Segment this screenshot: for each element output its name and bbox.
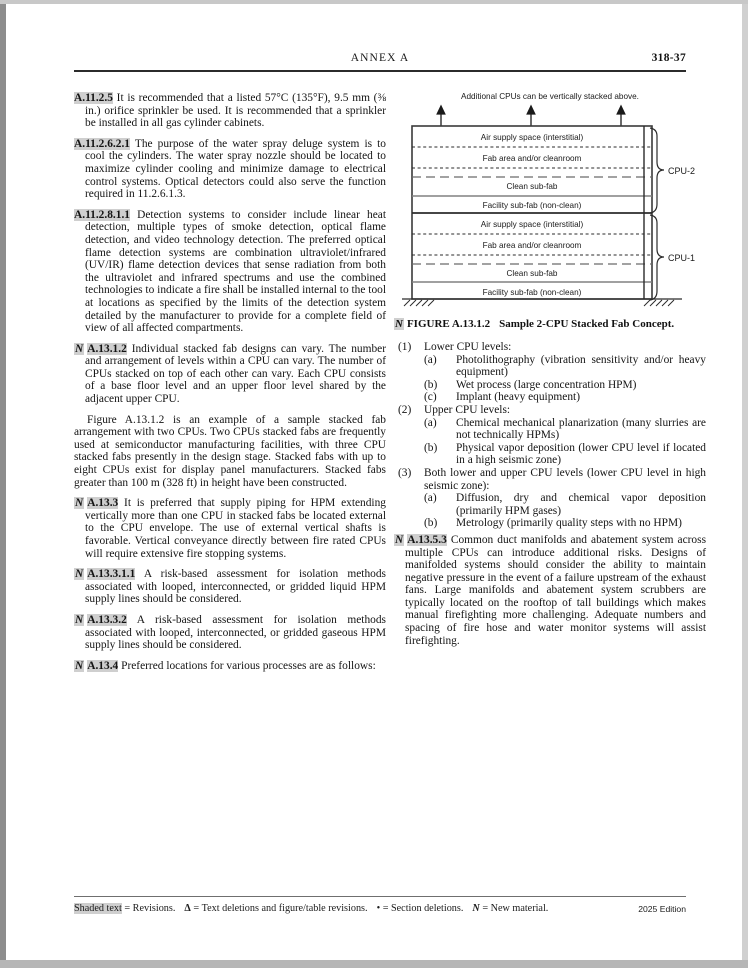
list-marker: (b)	[424, 378, 438, 391]
new-material-marker: N	[395, 318, 403, 330]
list-item-text: Photolithography (vibration sensitivity and/or heavy equipment)	[456, 353, 706, 379]
paragraph-text: Figure A.13.1.2 is an example of a sample stacked fab arrangement with two CPUs. Two CPUs stacked fabs are frequently used at semiconductor manufacturing facilities, with three CPU stacked fabs presently in the design stage. Stacked fabs with up to eight CPUs exist for display panel manufacturers. Stacked fabs greater than 100 m (328 ft) in height have been constructed.	[74, 413, 386, 489]
list-subitem	[424, 517, 706, 530]
section-number: A.11.2.8.1.1	[74, 208, 131, 221]
section-number: A.13.5.3	[407, 533, 447, 546]
list-marker: (a)	[424, 416, 437, 429]
layer-label: Clean sub-fab	[506, 182, 558, 191]
layer-label: Clean sub-fab	[506, 269, 558, 278]
footer-rule	[74, 896, 686, 897]
paragraph-text: Individual stacked fab designs can vary. The number and arrangement of levels within a CPU can vary. The number of CPUs stacked on top of each other can vary. Each CPU consists of a base floor level and an upper floor level shared by the adjacent upper CPU.	[85, 342, 386, 406]
new-material-marker: N	[75, 659, 84, 672]
paragraph-text: A risk-based assessment for isolation methods associated with looped, interconnected, or gridded liquid HPM supply lines should be considered.	[85, 568, 386, 606]
list-subitem	[424, 442, 706, 467]
bracket-label-cpu2: CPU-2	[668, 166, 696, 176]
figure-note-above: Additional CPUs can be vertically stacked above.	[461, 92, 639, 101]
list-item	[394, 404, 706, 417]
list-marker: (a)	[424, 492, 437, 505]
preferred-locations-list	[394, 341, 706, 534]
edition-label: 2025 Edition	[638, 904, 686, 914]
section-number: A.13.1.2	[87, 342, 127, 355]
document-page	[6, 4, 742, 960]
paragraph-a1125	[74, 92, 386, 130]
list-subitem	[424, 492, 706, 517]
figure-caption-title: Sample 2-CPU Stacked Fab Concept.	[499, 318, 675, 330]
paragraph-text: It is preferred that supply piping for HPM extending vertically more than one CPU in stacked fabs be located external to the CPU envelope. The use of external vertical shafts is favorable. Vertical conveyance directly between fire rated CPUs will require extensive fire stopping systems.	[85, 497, 386, 560]
list-item	[394, 467, 706, 492]
legend-shaded-sample: Shaded text	[74, 903, 122, 914]
list-item-text: Diffusion, dry and chemical vapor deposition (primarily HPM gases)	[456, 492, 706, 517]
layer-label: Air supply space (interstitial)	[480, 133, 584, 142]
layer-label: Fab area and/or cleanroom	[482, 154, 582, 163]
paragraph-a112811	[74, 209, 386, 335]
page-number: 318-37	[651, 52, 686, 64]
list-marker: (2)	[398, 403, 412, 416]
section-number: A.11.2.5	[74, 92, 113, 104]
new-material-marker: N	[75, 342, 84, 355]
bracket-label-cpu1: CPU-1	[668, 253, 696, 263]
paragraph-a1312	[74, 343, 386, 406]
layer-label: Facility sub-fab (non-clean)	[482, 201, 582, 210]
paragraph-text: Preferred locations for various processes are as follows:	[121, 659, 376, 672]
stacked-fab-diagram	[394, 92, 706, 314]
list-marker: (a)	[424, 353, 437, 366]
paragraph-a134	[74, 660, 386, 673]
page-edge-bottom	[0, 960, 748, 968]
bullet-icon: •	[376, 903, 381, 914]
paragraph-a133	[74, 497, 386, 560]
new-material-marker: N	[75, 497, 84, 510]
new-material-marker: N	[75, 613, 84, 626]
ground-hatch-left	[404, 300, 434, 306]
paragraph-text: It is recommended that a listed 57°C (135°F), 9.5 mm (⅜ in.) orifice sprinkler be used. It is recommended that a sprinkler be installed in all gas cylinder cabinets.	[85, 92, 386, 130]
list-item-text: Both lower and upper CPU levels (lower CPU level in high seismic zone):	[424, 466, 706, 492]
list-subitem	[424, 417, 706, 442]
legend-revisions: = Revisions.	[121, 903, 176, 914]
list-marker: (1)	[398, 341, 412, 353]
list-marker: (c)	[424, 391, 437, 404]
paragraph-text: A risk-based assessment for isolation methods associated with looped, interconnected, or gridded gaseous HPM supply lines should be considered.	[85, 613, 386, 652]
section-number: A.11.2.6.2.1	[74, 137, 131, 150]
list-subitem	[424, 379, 706, 392]
list-item-text: Wet process (large concentration HPM)	[456, 378, 637, 391]
page-edge-right	[742, 0, 748, 968]
paragraph-figure-reference	[74, 414, 386, 490]
list-item-text: Upper CPU levels:	[424, 403, 511, 416]
paragraph-text: Detection systems to consider include linear heat detection, multiple types of smoke detection, optical flame detection, and video technology detection. The preferred optical flame detection systems are combination ultraviolet/infrared (UV/IR) flame detection devices that sense radiation from both the ultraviolet and infrared spectrums and use the combined technologies to indicate a fire shall be installed internal to the tool at locations as specified by the limits of the detection system detailed by the manufacturer to provide for a complete field of view of all affected compartments.	[85, 208, 386, 335]
legend-deletions: = Text deletions and figure/table revisions.	[190, 903, 368, 914]
layer-label: Air supply space (interstitial)	[480, 220, 584, 229]
paragraph-a1353	[394, 534, 706, 647]
list-marker: (b)	[424, 441, 438, 454]
paragraph-a13311	[74, 568, 386, 606]
legend-new-material: = New material.	[479, 903, 549, 914]
delta-icon: Δ	[184, 903, 191, 914]
list-item-text: Lower CPU levels:	[424, 341, 512, 353]
paragraph-a13332	[74, 614, 386, 652]
list-item-text: Implant (heavy equipment)	[456, 391, 580, 404]
paragraph-text: The purpose of the water spray deluge system is to cool the cylinders. The water spray nozzle should be located to maximize cylinder cooling and minimize damage to electrical control systems. Optical detectors could also serve the function required in 11.2.6.1.3.	[85, 137, 386, 201]
list-marker: (b)	[424, 517, 438, 530]
section-number: A.13.3.1.1	[87, 568, 136, 581]
section-number: A.13.4	[87, 659, 119, 672]
revision-legend	[74, 903, 548, 914]
right-column	[394, 92, 706, 655]
list-subitem	[424, 354, 706, 379]
section-number: A.13.3	[87, 497, 119, 510]
list-marker: (3)	[398, 466, 412, 479]
layer-label: Fab area and/or cleanroom	[482, 241, 582, 250]
upward-arrows	[437, 106, 625, 126]
list-subitem	[424, 391, 706, 404]
list-item-text: Physical vapor deposition (lower CPU level if located in a high seismic zone)	[456, 441, 706, 467]
legend-section-deletions: = Section deletions.	[380, 903, 464, 914]
figure-caption-label: FIGURE A.13.1.2	[406, 318, 491, 330]
section-number: A.13.3.2	[87, 613, 127, 626]
paragraph-a112621	[74, 138, 386, 201]
list-item	[394, 341, 706, 354]
figure-caption	[394, 318, 706, 331]
new-material-marker: N	[75, 568, 84, 581]
layer-label: Facility sub-fab (non-clean)	[482, 288, 582, 297]
ground-hatch-right	[644, 300, 674, 306]
page-footer	[74, 903, 686, 917]
new-material-marker: N	[395, 533, 404, 546]
paragraph-text: Common duct manifolds and abatement system across multiple CPUs can introduce additional risks. Designs of manifolded systems should consider the ability to maintain negative pressure in the event of a failure upstream of the exhaust fans. Large manifolds and abatement system scrubbers are typically located on the rooftop of tall buildings which makes manual firefighting more challenging. Adequate numbers and spacing of fire hose and water monitor systems will assist firefighting.	[405, 533, 706, 647]
list-item-text: Metrology (primarily quality steps with no HPM)	[456, 517, 682, 530]
annex-title: ANNEX A	[350, 52, 410, 64]
page-header	[74, 52, 686, 68]
figure-a1312	[394, 92, 706, 314]
new-material-icon: N	[472, 903, 480, 914]
header-rule	[74, 70, 686, 72]
left-column	[74, 92, 386, 680]
list-item-text: Chemical mechanical planarization (many slurries are not technically HPMs)	[456, 416, 706, 442]
